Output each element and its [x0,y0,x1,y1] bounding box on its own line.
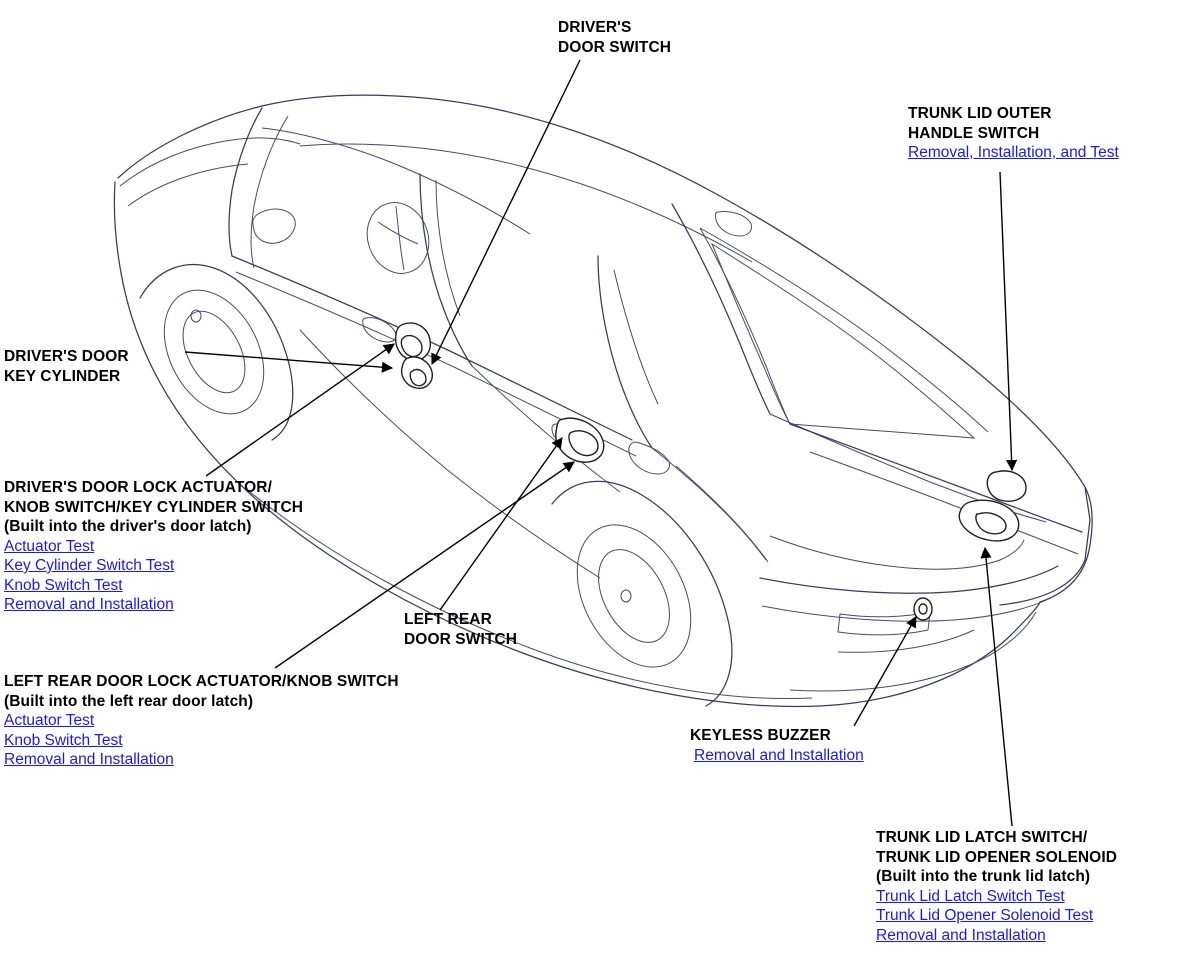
link-key-cylinder-switch-test[interactable]: Key Cylinder Switch Test [4,557,175,574]
callout-left-rear-door-lock-actuator [4,672,399,770]
callout-keyless-buzzer [690,726,864,765]
callout-line: DRIVER'S DOOR LOCK ACTUATOR/ [4,479,272,496]
leader-left-rear-door-switch [440,438,562,610]
link-trunk-lid-opener-solenoid-test[interactable]: Trunk Lid Opener Solenoid Test [876,907,1094,924]
part-left-rear-door-lock-actuator [556,418,604,462]
callout-drivers-door-lock-actuator [4,478,303,615]
callout-line: DOOR SWITCH [404,630,518,648]
vehicle-body-outline [114,95,1092,706]
part-drivers-door-key-cylinder [402,357,433,388]
link-removal-and-installation[interactable]: Removal and Installation [4,751,174,768]
callout-line: LEFT REAR [404,611,492,628]
callout-trunk-lid-outer-handle-switch [908,104,1119,163]
callout-line: DRIVER'S [558,19,632,36]
callout-line: HANDLE SWITCH [908,124,1040,142]
part-trunk-lid-outer-handle-switch [987,471,1026,501]
callout-drivers-door-key-cylinder [4,347,129,386]
link-removal-and-installation[interactable]: Removal and Installation [4,596,174,613]
callout-left-rear-door-switch [404,610,517,649]
part-drivers-door-switch [396,323,431,360]
callout-line: TRUNK LID OUTER [908,105,1052,122]
part-trunk-lid-latch-switch [959,500,1018,541]
callout-drivers-door-switch [558,18,671,57]
callout-line: LEFT REAR DOOR LOCK ACTUATOR/KNOB SWITCH [4,673,399,690]
callout-line: (Built into the trunk lid latch) [876,868,1091,885]
leader-drivers-door-key-cylinder [185,352,392,368]
callout-line: (Built into the left rear door latch) [4,692,254,710]
callout-trunk-lid-latch-switch [876,828,1117,945]
leader-trunk-lid-latch-switch [985,548,1012,826]
link-actuator-test[interactable]: Actuator Test [4,712,95,729]
link-removal-and-installation[interactable]: Removal and Installation [694,746,864,764]
leader-drivers-door-lock-actuator [206,344,394,476]
callout-line: KEY CYLINDER [4,367,121,385]
leader-trunk-lid-outer-handle-switch [1000,172,1012,470]
link-trunk-lid-latch-switch-test[interactable]: Trunk Lid Latch Switch Test [876,887,1065,905]
callout-line: TRUNK LID OPENER SOLENOID [876,848,1118,866]
link-removal-and-installation[interactable]: Removal and Installation [876,926,1046,944]
callout-line: TRUNK LID LATCH SWITCH/ [876,829,1088,846]
link-actuator-test[interactable]: Actuator Test [4,537,95,555]
callout-line: DRIVER'S DOOR [4,348,129,365]
callout-line: KNOB SWITCH/KEY CYLINDER SWITCH [4,498,304,516]
link-knob-switch-test[interactable]: Knob Switch Test [4,731,123,749]
leader-keyless-buzzer [854,617,916,726]
link-removal-installation-and-test[interactable]: Removal, Installation, and Test [908,144,1119,161]
leader-drivers-door-switch [432,60,580,364]
part-keyless-buzzer [914,598,932,620]
callout-line: DOOR SWITCH [558,38,672,56]
callout-line: KEYLESS BUZZER [690,727,831,744]
link-knob-switch-test[interactable]: Knob Switch Test [4,576,123,594]
callout-line: (Built into the driver's door latch) [4,518,252,535]
